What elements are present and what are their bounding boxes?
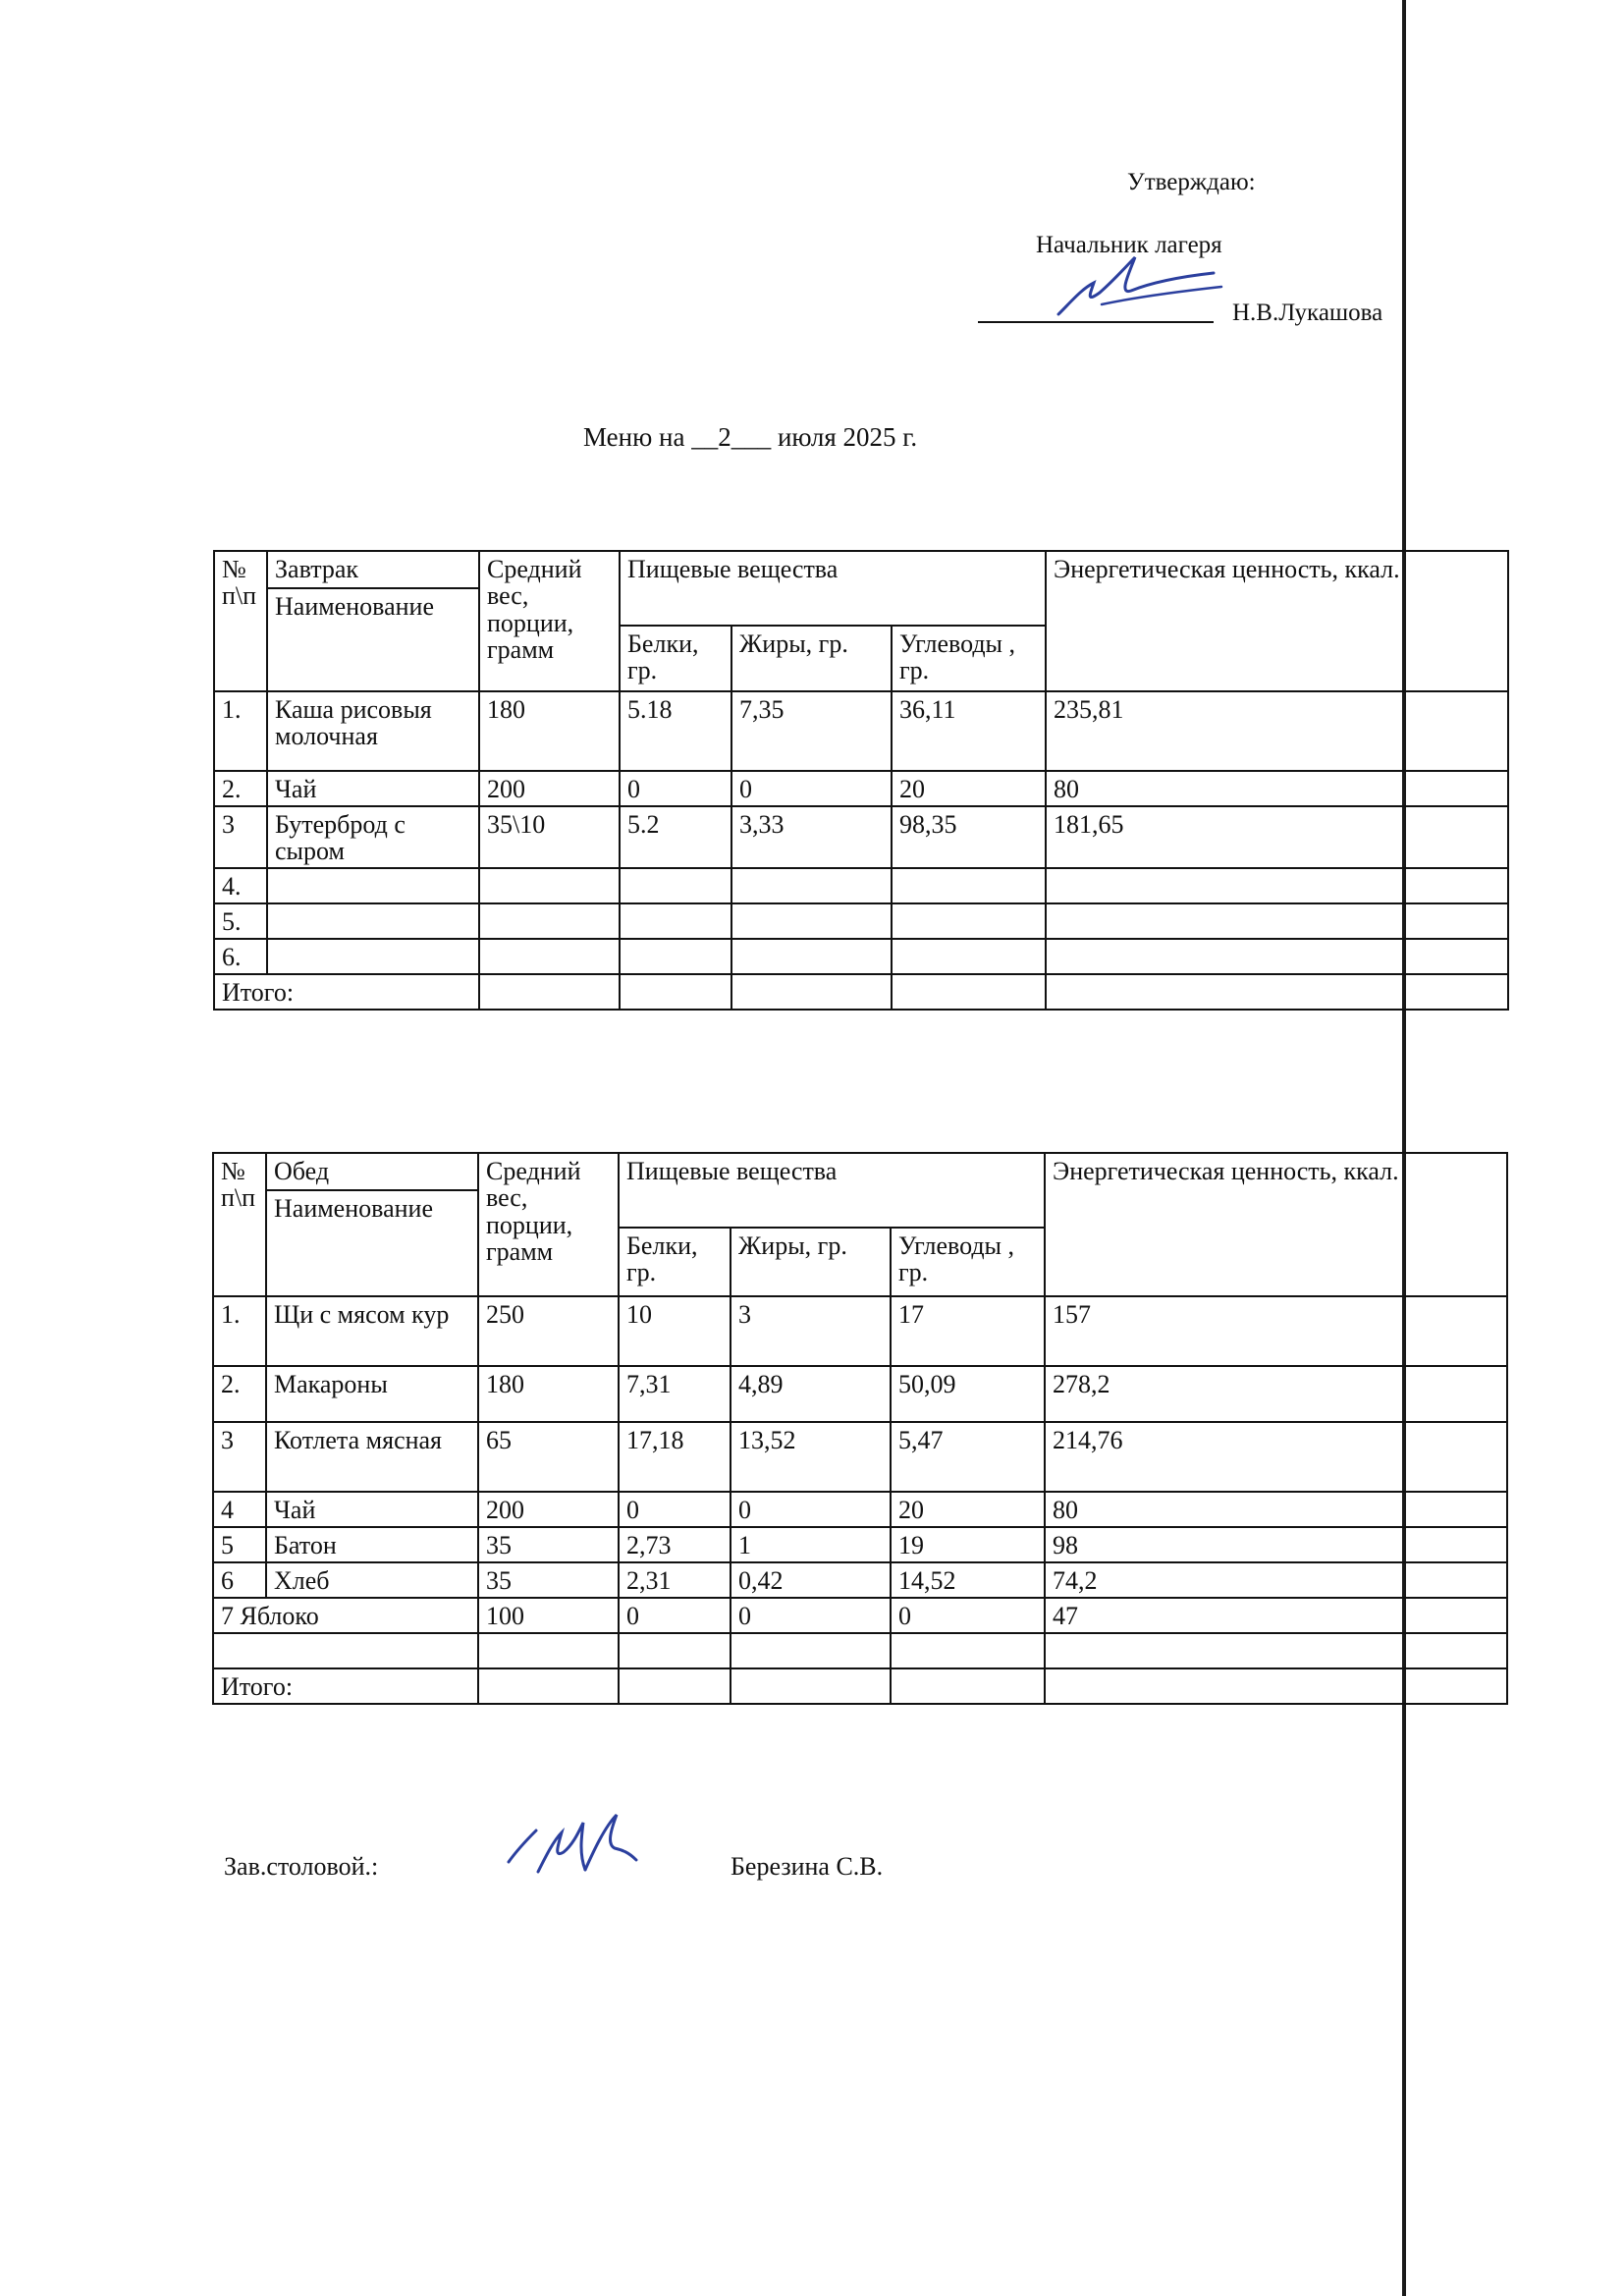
- item-no: 6: [213, 1562, 266, 1598]
- item-energy: 80: [1045, 1492, 1507, 1527]
- item-no: 4: [213, 1492, 266, 1527]
- item-weight: 35: [478, 1527, 619, 1562]
- extra-item-fats: 0: [731, 1598, 891, 1633]
- title-suffix: ___ июля 2025 г.: [731, 422, 918, 452]
- total-label: Итого:: [214, 974, 479, 1010]
- item-weight: 35: [478, 1562, 619, 1598]
- item-energy: 235,81: [1046, 691, 1508, 771]
- item-carbs: 5,47: [891, 1422, 1045, 1492]
- item-carbs: 36,11: [892, 691, 1046, 771]
- item-name: Батон: [266, 1527, 478, 1562]
- item-fats: [731, 903, 892, 939]
- table-row: [214, 939, 1508, 974]
- table-row: [213, 1422, 1507, 1492]
- header-proteins: Белки, гр.: [620, 626, 731, 691]
- table-row: [213, 1366, 1507, 1422]
- item-proteins: 5.18: [620, 691, 731, 771]
- lunch-rows: [213, 1296, 1507, 1598]
- item-fats: 7,35: [731, 691, 892, 771]
- item-name: [267, 939, 479, 974]
- item-weight: 180: [479, 691, 620, 771]
- item-name: Бутерброд с сыром: [267, 806, 479, 868]
- item-energy: [1046, 939, 1508, 974]
- item-proteins: [620, 903, 731, 939]
- table-row: [213, 1562, 1507, 1598]
- breakfast-table: [213, 550, 1509, 1011]
- item-carbs: 19: [891, 1527, 1045, 1562]
- item-proteins: 7,31: [619, 1366, 731, 1422]
- item-carbs: 20: [891, 1492, 1045, 1527]
- item-energy: 181,65: [1046, 806, 1508, 868]
- item-energy: 80: [1046, 771, 1508, 806]
- item-no: 2.: [214, 771, 267, 806]
- item-no: 3: [214, 806, 267, 868]
- item-no: 1.: [214, 691, 267, 771]
- header-meal: Завтрак: [267, 551, 479, 588]
- header-proteins: Белки, гр.: [619, 1228, 731, 1296]
- title-prefix: Меню на __: [583, 422, 719, 452]
- header-no: № п\п: [214, 551, 267, 691]
- item-energy: [1046, 868, 1508, 903]
- approval-signature: [1021, 244, 1227, 332]
- item-weight: 180: [478, 1366, 619, 1422]
- item-energy: 157: [1045, 1296, 1507, 1366]
- item-energy: 214,76: [1045, 1422, 1507, 1492]
- item-name: Котлета мясная: [266, 1422, 478, 1492]
- item-fats: [731, 939, 892, 974]
- header-energy: Энергетическая ценность, ккал.: [1046, 551, 1508, 691]
- header-name: Наименование: [266, 1190, 478, 1296]
- item-fats: 1: [731, 1527, 891, 1562]
- item-name: [267, 868, 479, 903]
- item-energy: 98: [1045, 1527, 1507, 1562]
- item-fats: 0: [731, 1492, 891, 1527]
- item-weight: [479, 868, 620, 903]
- header-fats: Жиры, гр.: [731, 626, 892, 691]
- item-weight: 200: [478, 1492, 619, 1527]
- item-proteins: 2,31: [619, 1562, 731, 1598]
- extra-item-energy: 47: [1045, 1598, 1507, 1633]
- approval-name: Н.В.Лукашова: [1232, 300, 1383, 326]
- item-no: 2.: [213, 1366, 266, 1422]
- header-nutrients: Пищевые вещества: [620, 551, 1046, 626]
- item-name: Чай: [266, 1492, 478, 1527]
- item-no: 4.: [214, 868, 267, 903]
- item-no: 3: [213, 1422, 266, 1492]
- header-weight: Средний вес, порции, грамм: [478, 1153, 619, 1296]
- item-name: Каша рисовыя молочная: [267, 691, 479, 771]
- item-name: Щи с мясом кур: [266, 1296, 478, 1366]
- header-energy: Энергетическая ценность, ккал.: [1045, 1153, 1507, 1296]
- item-name: Макароны: [266, 1366, 478, 1422]
- item-energy: 74,2: [1045, 1562, 1507, 1598]
- table-row: [214, 868, 1508, 903]
- header-meal: Обед: [266, 1153, 478, 1190]
- item-carbs: 20: [892, 771, 1046, 806]
- title-day: 2: [718, 422, 731, 452]
- header-no: № п\п: [213, 1153, 266, 1296]
- header-carbs: Углеводы , гр.: [892, 626, 1046, 691]
- table-row: [214, 806, 1508, 868]
- approval-title: Утверждаю:: [1127, 169, 1256, 195]
- item-carbs: 98,35: [892, 806, 1046, 868]
- item-proteins: 2,73: [619, 1527, 731, 1562]
- canteen-head-name: Березина С.В.: [731, 1852, 884, 1881]
- total-row: [213, 1668, 1507, 1704]
- item-carbs: [892, 939, 1046, 974]
- item-name: Хлеб: [266, 1562, 478, 1598]
- item-weight: 35\10: [479, 806, 620, 868]
- item-fats: 0,42: [731, 1562, 891, 1598]
- canteen-head-signature: [499, 1797, 646, 1886]
- extra-item-weight: 100: [478, 1598, 619, 1633]
- header-row: [214, 551, 1508, 588]
- table-row: [213, 1598, 1507, 1633]
- item-carbs: [892, 903, 1046, 939]
- item-proteins: 5.2: [620, 806, 731, 868]
- table-row: [213, 1492, 1507, 1527]
- table-row: [213, 1527, 1507, 1562]
- header-fats: Жиры, гр.: [731, 1228, 891, 1296]
- item-no: 5: [213, 1527, 266, 1562]
- item-proteins: 0: [620, 771, 731, 806]
- header-name: Наименование: [267, 588, 479, 691]
- extra-item-label: 7 Яблоко: [213, 1598, 478, 1633]
- total-label: Итого:: [213, 1668, 478, 1704]
- item-name: Чай: [267, 771, 479, 806]
- item-fats: 3: [731, 1296, 891, 1366]
- total-row: [214, 974, 1508, 1010]
- item-fats: 4,89: [731, 1366, 891, 1422]
- table-row: [214, 771, 1508, 806]
- item-carbs: 14,52: [891, 1562, 1045, 1598]
- item-proteins: 17,18: [619, 1422, 731, 1492]
- item-carbs: 50,09: [891, 1366, 1045, 1422]
- item-fats: [731, 868, 892, 903]
- table-row: [214, 903, 1508, 939]
- item-fats: 3,33: [731, 806, 892, 868]
- item-no: 1.: [213, 1296, 266, 1366]
- canteen-head-label: Зав.столовой.:: [224, 1852, 379, 1881]
- item-proteins: [620, 868, 731, 903]
- item-no: 6.: [214, 939, 267, 974]
- lunch-table: [212, 1152, 1508, 1705]
- document-title: [583, 422, 917, 453]
- item-weight: 65: [478, 1422, 619, 1492]
- item-weight: [479, 939, 620, 974]
- header-carbs: Углеводы , гр.: [891, 1228, 1045, 1296]
- header-row: [213, 1153, 1507, 1190]
- header-nutrients: Пищевые вещества: [619, 1153, 1045, 1228]
- item-weight: 200: [479, 771, 620, 806]
- margin-fold-line: [1402, 0, 1406, 2296]
- item-name: [267, 903, 479, 939]
- item-carbs: [892, 868, 1046, 903]
- item-carbs: 17: [891, 1296, 1045, 1366]
- item-energy: [1046, 903, 1508, 939]
- extra-item-proteins: 0: [619, 1598, 731, 1633]
- table-row: [214, 691, 1508, 771]
- table-row: [213, 1296, 1507, 1366]
- item-fats: 13,52: [731, 1422, 891, 1492]
- breakfast-rows: [214, 691, 1508, 974]
- item-no: 5.: [214, 903, 267, 939]
- item-fats: 0: [731, 771, 892, 806]
- item-energy: 278,2: [1045, 1366, 1507, 1422]
- table-row: [213, 1633, 1507, 1668]
- item-proteins: 10: [619, 1296, 731, 1366]
- item-proteins: [620, 939, 731, 974]
- item-weight: 250: [478, 1296, 619, 1366]
- extra-item-carbs: 0: [891, 1598, 1045, 1633]
- item-proteins: 0: [619, 1492, 731, 1527]
- approval-role: Начальник лагеря: [1036, 232, 1222, 258]
- item-weight: [479, 903, 620, 939]
- header-weight: Средний вес, порции, грамм: [479, 551, 620, 691]
